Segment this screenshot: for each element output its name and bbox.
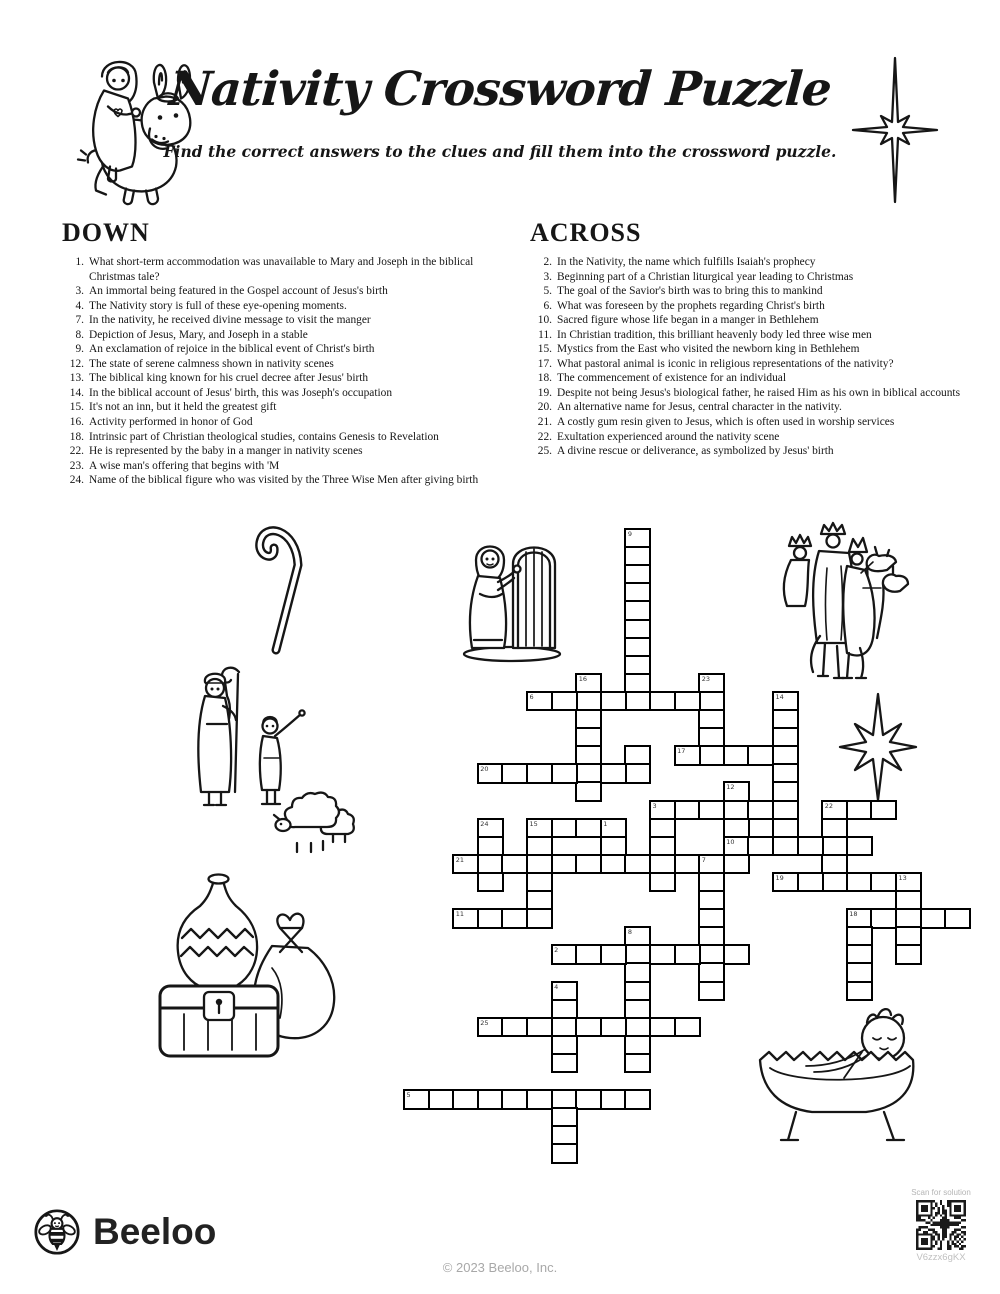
- cell-number: 3: [652, 801, 657, 810]
- crossword-cell[interactable]: [747, 800, 774, 821]
- down-clue-item: [60, 473, 508, 488]
- crossword-cell[interactable]: [428, 1089, 455, 1110]
- crossword-cell[interactable]: [846, 800, 873, 821]
- crossword-cell[interactable]: [551, 854, 578, 875]
- clue-number: 13.: [69, 372, 84, 385]
- clue-text: In the Nativity, the name which fulfills Isaiah's prophecy: [557, 256, 816, 268]
- crossword-cell[interactable]: [477, 763, 504, 784]
- crossword-cell[interactable]: [551, 818, 578, 839]
- three-wise-men-camels-illustration: [765, 518, 910, 686]
- cell-number: 21: [455, 855, 464, 864]
- across-clue-item: [528, 357, 988, 372]
- crossword-cell[interactable]: [624, 1089, 651, 1110]
- crossword-cell[interactable]: [575, 1089, 602, 1110]
- crossword-cell[interactable]: [600, 763, 627, 784]
- crossword-cell[interactable]: [477, 872, 504, 893]
- clue-text: Exultation experienced around the nativity scene: [557, 430, 780, 443]
- cell-number: 8: [627, 928, 633, 937]
- cell-number: 15: [529, 819, 538, 828]
- down-clue-item: [60, 313, 508, 328]
- clue-text: A costly gum resin given to Jesus, which is often used in worship services: [557, 416, 895, 429]
- clue-number: 20.: [537, 401, 552, 414]
- cell-number: 5: [406, 1091, 411, 1100]
- clue-text: Mystics from the East who visited the newborn king in Bethlehem: [557, 343, 860, 356]
- crossword-cell[interactable]: [575, 781, 602, 802]
- across-clues-section: [528, 218, 988, 459]
- cell-number: 14: [775, 692, 784, 701]
- crossword-cell[interactable]: [452, 854, 479, 875]
- cell-number: 6: [529, 692, 534, 701]
- clue-text: What was foreseen by the prophets regarding Christ's birth: [557, 299, 825, 312]
- down-clue-item: [60, 430, 508, 445]
- across-clue-list: [528, 255, 988, 459]
- crossword-cell[interactable]: [575, 944, 602, 965]
- clue-text: The biblical king known for his cruel decree after Jesus' birth: [89, 372, 369, 385]
- cell-number: 2: [554, 946, 559, 955]
- crossword-cell[interactable]: [551, 763, 578, 784]
- crossword-cell[interactable]: [575, 854, 602, 875]
- crossword-cell[interactable]: [624, 854, 651, 875]
- cell-number: 24: [480, 819, 489, 828]
- bethlehem-star-icon: [850, 55, 940, 205]
- clue-number: 4.: [75, 299, 84, 312]
- crossword-cell[interactable]: [501, 1017, 528, 1038]
- crossword-cell[interactable]: [674, 745, 701, 766]
- cell-number: 12: [726, 783, 735, 792]
- mary-at-door-illustration: [460, 528, 565, 663]
- shepherds-with-sheep-illustration: [175, 662, 355, 854]
- clue-number: 12.: [69, 357, 84, 370]
- crossword-cell[interactable]: [698, 981, 725, 1002]
- cell-number: 7: [701, 855, 706, 864]
- cell-number: 18: [849, 910, 858, 919]
- page-subtitle: Find the correct answers to the clues and fill them into the crossword puzzle.: [163, 142, 837, 161]
- clue-text: What short-term accommodation was unavailable to Mary and Joseph in the biblical Christmas tale?: [89, 256, 474, 283]
- clue-text: Intrinsic part of Christian theological studies, contains Genesis to Revelation: [89, 430, 439, 443]
- crossword-cell[interactable]: [674, 1017, 701, 1038]
- down-clue-item: [60, 400, 508, 415]
- crossword-cell[interactable]: [477, 1089, 504, 1110]
- gifts-illustration: [152, 868, 352, 1070]
- across-clue-item: [528, 386, 988, 401]
- crossword-cell[interactable]: [723, 854, 750, 875]
- crossword-cell[interactable]: [575, 1017, 602, 1038]
- clue-text: The goal of the Savior's birth was to bring this to mankind: [557, 285, 823, 298]
- clue-number: 15.: [69, 401, 84, 414]
- cell-number: 19: [775, 873, 784, 882]
- clue-number: 3.: [75, 285, 84, 298]
- across-clue-item: [528, 371, 988, 386]
- qr-block: [903, 1188, 979, 1263]
- clue-text: A divine rescue or deliverance, as symbolized by Jesus' birth: [557, 445, 834, 458]
- crossword-cell[interactable]: [477, 908, 504, 929]
- crossword-cell[interactable]: [526, 691, 553, 712]
- crossword-cell[interactable]: [870, 800, 897, 821]
- crossword-cell[interactable]: [477, 1017, 504, 1038]
- down-heading: DOWN: [62, 218, 150, 247]
- page-title: Nativity Crossword Puzzle: [167, 62, 833, 117]
- clue-text: Activity performed in honor of God: [89, 416, 253, 429]
- clue-text: In the biblical account of Jesus' birth, this was Joseph's occupation: [89, 386, 393, 399]
- cell-number: 17: [677, 747, 686, 756]
- clue-text: The Nativity story is full of these eye-opening moments.: [89, 299, 347, 312]
- down-clues-section: [60, 218, 508, 488]
- qr-code[interactable]: [916, 1200, 966, 1250]
- clue-text: Sacred figure whose life began in a manger in Bethlehem: [557, 314, 819, 327]
- qr-caption: Scan for solution: [911, 1188, 971, 1197]
- clue-number: 16.: [69, 416, 84, 429]
- crossword-cell[interactable]: [772, 836, 799, 857]
- crossword-cell[interactable]: [501, 1089, 528, 1110]
- crossword-cell[interactable]: [403, 1089, 430, 1110]
- down-clue-item: [60, 255, 508, 284]
- crossword-cell[interactable]: [526, 763, 553, 784]
- crossword-cell[interactable]: [674, 944, 701, 965]
- crossword-cell[interactable]: [895, 944, 922, 965]
- crossword-cell[interactable]: [551, 691, 578, 712]
- clue-number: 2.: [543, 256, 552, 268]
- down-clue-item: [60, 371, 508, 386]
- baby-jesus-manger-illustration: [748, 998, 933, 1148]
- across-clue-item: [528, 299, 988, 314]
- clue-number: 5.: [543, 285, 552, 298]
- clue-text: An immortal being featured in the Gospel account of Jesus's birth: [89, 285, 388, 298]
- clue-number: 19.: [537, 386, 552, 399]
- clue-number: 14.: [69, 386, 84, 399]
- across-clue-item: [528, 415, 988, 430]
- bee-logo-icon: [33, 1208, 81, 1256]
- across-heading: ACROSS: [530, 218, 642, 247]
- clue-number: 18.: [69, 430, 84, 443]
- crossword-cell[interactable]: [526, 1089, 553, 1110]
- across-clue-item: [528, 342, 988, 357]
- crossword-cell[interactable]: [551, 1143, 578, 1164]
- down-clue-item: [60, 415, 508, 430]
- qr-code-text: V6zzx6gKX: [916, 1252, 966, 1263]
- cell-number: 13: [898, 873, 907, 882]
- down-clue-list: [60, 255, 508, 488]
- shepherd-crook-icon: [248, 510, 318, 655]
- across-clue-item: [528, 270, 988, 285]
- across-clue-item: [528, 284, 988, 299]
- clue-number: 10.: [537, 314, 552, 327]
- crossword-cell[interactable]: [501, 763, 528, 784]
- clue-text: Name of the biblical figure who was visited by the Three Wise Men after giving birth: [89, 474, 479, 487]
- clue-number: 8.: [75, 328, 84, 341]
- crossword-cell[interactable]: [723, 745, 750, 766]
- crossword-cell[interactable]: [501, 908, 528, 929]
- clue-text: What pastoral animal is iconic in religious representations of the nativity?: [557, 357, 894, 370]
- cell-number: 10: [726, 837, 735, 846]
- clue-text: In Christian tradition, this brilliant heavenly body led three wise men: [557, 328, 872, 341]
- crossword-cell[interactable]: [821, 872, 848, 893]
- crossword-cell[interactable]: [624, 691, 651, 712]
- cell-number: 20: [480, 765, 489, 774]
- cell-number: 9: [627, 530, 633, 538]
- down-clue-item: [60, 328, 508, 343]
- cell-number: 16: [578, 674, 587, 683]
- crossword-cell[interactable]: [551, 944, 578, 965]
- crossword-cell[interactable]: [944, 908, 971, 929]
- clue-number: 22.: [69, 445, 84, 458]
- crossword-cell[interactable]: [649, 691, 676, 712]
- across-clue-item: [528, 400, 988, 415]
- clue-text: It's not an inn, but it held the greatest gift: [89, 401, 277, 414]
- crossword-cell[interactable]: [723, 944, 750, 965]
- across-clue-item: [528, 430, 988, 445]
- brand-logo: [33, 1208, 216, 1256]
- clue-text: A wise man's offering that begins with 'M: [89, 459, 280, 472]
- clue-text: The state of serene calmness shown in nativity scenes: [89, 357, 334, 370]
- down-clue-item: [60, 444, 508, 459]
- across-clue-item: [528, 444, 988, 459]
- crossword-cell[interactable]: [551, 1053, 578, 1074]
- crossword-cell[interactable]: [649, 872, 676, 893]
- cell-number: 25: [480, 1018, 489, 1027]
- clue-number: 18.: [537, 372, 552, 385]
- crossword-cell[interactable]: [624, 763, 651, 784]
- crossword-cell[interactable]: [600, 691, 627, 712]
- crossword-cell[interactable]: [674, 854, 701, 875]
- crossword-cell[interactable]: [846, 981, 873, 1002]
- crossword-cell[interactable]: [870, 908, 897, 929]
- crossword-cell[interactable]: [747, 836, 774, 857]
- clue-text: Depiction of Jesus, Mary, and Joseph in a stable: [89, 328, 308, 341]
- crossword-cell[interactable]: [846, 872, 873, 893]
- crossword-cell[interactable]: [649, 944, 676, 965]
- clue-text: He is represented by the baby in a manger in nativity scenes: [89, 445, 363, 458]
- clue-number: 24.: [69, 474, 84, 487]
- down-clue-item: [60, 342, 508, 357]
- crossword-cell[interactable]: [649, 1017, 676, 1038]
- crossword-cell[interactable]: [452, 1089, 479, 1110]
- crossword-cell[interactable]: [600, 1089, 627, 1110]
- clue-number: 7.: [75, 314, 84, 327]
- across-clue-item: [528, 328, 988, 343]
- crossword-cell[interactable]: [846, 836, 873, 857]
- crossword-cell[interactable]: [920, 908, 947, 929]
- cell-number: 11: [455, 910, 464, 919]
- clue-number: 17.: [537, 357, 552, 370]
- copyright-text: © 2023 Beeloo, Inc.: [442, 1260, 558, 1275]
- cell-number: 4: [554, 982, 559, 991]
- crossword-cell[interactable]: [747, 745, 774, 766]
- clue-text: Despite not being Jesus's biological father, he raised Him as his own in biblical accounts: [557, 386, 961, 399]
- crossword-cell[interactable]: [600, 1017, 627, 1038]
- crossword-cell[interactable]: [501, 854, 528, 875]
- eight-point-star-icon: [838, 692, 918, 804]
- crossword-cell[interactable]: [624, 1053, 651, 1074]
- cell-number: 23: [701, 674, 710, 683]
- crossword-cell[interactable]: [674, 691, 701, 712]
- clue-text: An alternative name for Jesus, central character in the nativity.: [557, 401, 842, 414]
- down-clue-item: [60, 386, 508, 401]
- crossword-cell[interactable]: [674, 800, 701, 821]
- crossword-cell[interactable]: [526, 1017, 553, 1038]
- clue-number: 9.: [75, 343, 84, 356]
- clue-number: 3.: [543, 270, 552, 283]
- clue-text: An exclamation of rejoice in the biblical event of Christ's birth: [89, 343, 375, 356]
- crossword-cell[interactable]: [526, 908, 553, 929]
- crossword-cell[interactable]: [600, 854, 627, 875]
- crossword-cell[interactable]: [698, 800, 725, 821]
- clue-number: 23.: [69, 459, 84, 472]
- crossword-cell[interactable]: [575, 818, 602, 839]
- clue-number: 1.: [75, 256, 84, 268]
- brand-wordmark: Beeloo: [93, 1211, 217, 1252]
- clue-number: 25.: [537, 445, 552, 458]
- across-clue-item: [528, 313, 988, 328]
- clue-number: 15.: [537, 343, 552, 356]
- clue-number: 6.: [543, 299, 552, 312]
- clue-text: In the nativity, he received divine message to visit the manger: [89, 314, 371, 327]
- down-clue-item: [60, 284, 508, 299]
- crossword-cell[interactable]: [870, 872, 897, 893]
- down-clue-item: [60, 299, 508, 314]
- down-clue-item: [60, 357, 508, 372]
- down-clue-item: [60, 459, 508, 474]
- crossword-cell[interactable]: [772, 872, 799, 893]
- cell-number: 1: [603, 819, 608, 828]
- clue-text: The commencement of existence for an individual: [557, 372, 786, 385]
- crossword-cell[interactable]: [698, 745, 725, 766]
- cell-number: 22: [824, 801, 833, 810]
- clue-number: 11.: [538, 328, 552, 341]
- clue-text: Beginning part of a Christian liturgical year leading to Christmas: [557, 270, 854, 283]
- crossword-cell[interactable]: [797, 836, 824, 857]
- across-clue-item: [528, 255, 988, 270]
- clue-number: 21.: [537, 416, 552, 429]
- crossword-cell[interactable]: [600, 944, 627, 965]
- crossword-cell[interactable]: [452, 908, 479, 929]
- crossword-cell[interactable]: [797, 872, 824, 893]
- clue-number: 22.: [537, 430, 552, 443]
